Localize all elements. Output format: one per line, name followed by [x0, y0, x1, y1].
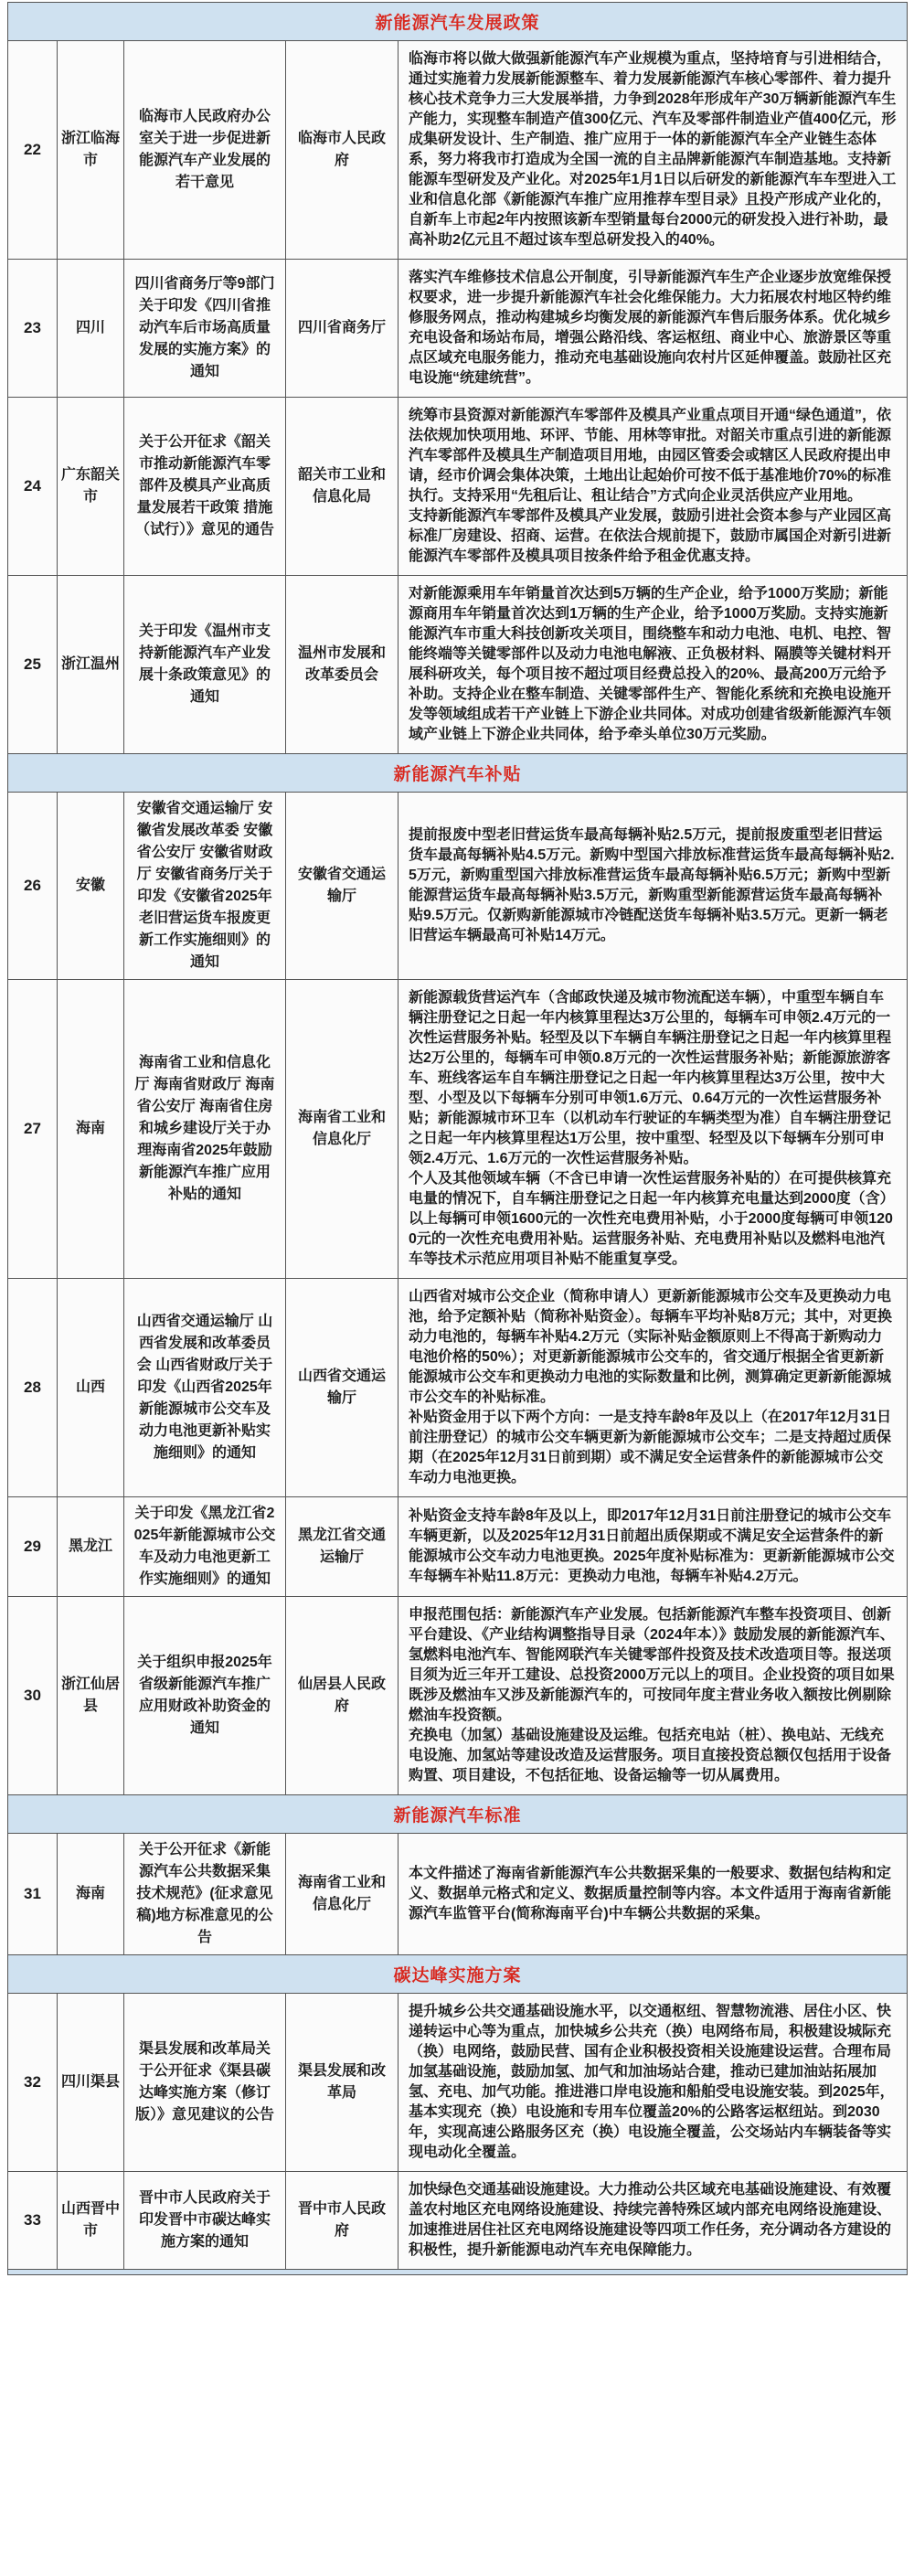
row-number: 22: [8, 41, 58, 260]
row-document-title: 关于公开征求《新能源汽车公共数据采集技术规范》(征求意见稿)地方标准意见的公告: [124, 1834, 286, 1955]
policy-table-page: [7, 2, 908, 2275]
row-policy-content: [399, 260, 908, 398]
row-policy-content: [399, 1497, 908, 1597]
row-policy-content: [399, 980, 908, 1279]
table-row: [8, 260, 908, 398]
row-number: 27: [8, 980, 58, 1279]
row-number: 28: [8, 1279, 58, 1497]
row-region: 山西: [58, 1279, 124, 1497]
section-header-row: [8, 2270, 908, 2275]
row-document-title: 四川省商务厅等9部门关于印发《四川省推动汽车后市场高质量发展的实施方案》的通知: [124, 260, 286, 398]
row-issuing-authority: 黑龙江省交通运输厅: [286, 1497, 399, 1597]
row-document-title: 临海市人民政府办公室关于进一步促进新能源汽车产业发展的若干意见: [124, 41, 286, 260]
row-region: 安徽: [58, 793, 124, 980]
row-issuing-authority: 安徽省交通运输厅: [286, 793, 399, 980]
table-row: [8, 398, 908, 576]
table-row: [8, 1497, 908, 1597]
row-document-title: 安徽省交通运输厅 安徽省发展改革委 安徽省公安厅 安徽省财政厅 安徽省商务厅关于印发《安徽省2025年老旧营运货车报废更新工作实施细则》的通知: [124, 793, 286, 980]
row-number: 30: [8, 1597, 58, 1795]
policy-paragraph: 补贴资金用于以下两个方向：一是支持车龄8年及以上（在2017年12月31日前注册登记）的城市公交车辆更新为新能源城市公交车；二是支持超过质保期（在2025年12月31日前到期）或不满足安全运营条件的新能源城市公交车动力电池更换。: [409, 1410, 892, 1485]
row-region: 黑龙江: [58, 1497, 124, 1597]
policy-paragraph: 提前报废中型老旧营运货车最高每辆补贴2.5万元，提前报废重型老旧营运货车最高每辆补贴4.5万元。新购中型国六排放标准营运货车最高每辆补贴2.5万元，新购重型国六排放标准营运货车最高每辆补贴6.5万元；新购中型新能源营运货车最高每辆补贴3.5万元，新购重型新能源营运货车最高每辆补贴9.5万元。仅新购新能源城市冷链配送货车每辆补贴3.5万元。更新一辆老旧营运车辆最高可补贴14万元。: [409, 827, 895, 943]
row-issuing-authority: 晋中市人民政府: [286, 2172, 399, 2270]
section-title: 新能源汽车标准: [393, 1806, 522, 1826]
table-row: [8, 1279, 908, 1497]
policy-paragraph: 新能源载货营运汽车（含邮政快递及城市物流配送车辆），中重型车辆自车辆注册登记之日起一年内核算里程达3万公里的，每辆车可申领2.4万元的一次性运营服务补贴。轻型及以下车辆自车辆注册登记之日起一年内核算里程达2万公里的，每辆车可申领0.8万元的一次性运营服务补贴；新能源旅游客车、班线客运车自车辆注册登记之日起一年内核算里程达3万公里，按中大型、小型及以下每辆车分别可申领1.6万元、0.64万元的一次性运营服务补贴；新能源城市环卫车（以机动车行驶证的车辆类型为准）自车辆注册登记之日起一年内核算里程达1万公里，按中重型、轻型及以下每辆车分别可申领2.4万元、1.6万元的一次性运营服务补贴。: [409, 990, 892, 1166]
row-region: 浙江临海市: [58, 41, 124, 260]
policy-paragraph: 申报范围包括：新能源汽车产业发展。包括新能源汽车整车投资项目、创新平台建设、《产业结构调整指导目录（2024年本）》鼓励发展的新能源汽车、氢燃料电池汽车、智能网联汽车关键零部件投资及技术改造项目等。报送项目须为近三年开工建设、总投资2000万元以上的项目。企业投资的项目如果既涉及燃油车又涉及新能源汽车的，可按同年度主营业务收入额按比例剔除燃油车投资额。: [409, 1607, 895, 1723]
table-body: [8, 3, 908, 2275]
section-title: 碳达峰实施方案: [393, 1966, 522, 1985]
table-row: [8, 576, 908, 754]
row-number: 24: [8, 398, 58, 576]
row-number: 31: [8, 1834, 58, 1955]
row-policy-content: [399, 41, 908, 260]
table-row: [8, 41, 908, 260]
policy-table: [7, 2, 908, 2275]
row-number: 33: [8, 2172, 58, 2270]
row-region: 山西晋中市: [58, 2172, 124, 2270]
policy-paragraph: 支持新能源汽车零部件及模具产业发展，鼓励引进社会资本参与产业园区高标准厂房建设、招商、运营。在依法合规前提下，鼓励市属国企对新引进新能源汽车零部件及模具项目按条件给予租金优惠支持。: [409, 508, 892, 564]
policy-paragraph: 补贴资金支持车龄8年及以上，即2017年12月31日前注册登记的城市公交车车辆更新，以及2025年12月31日前超出质保期或不满足安全运营条件的新能源城市公交车动力电池更换。2025年度补贴标准为：更新新能源城市公交车每辆车补贴11.8万元：更换动力电池，每辆车补贴4.2万元。: [409, 1508, 895, 1584]
policy-paragraph: 对新能源乘用车年销量首次达到5万辆的生产企业，给予1000万奖励；新能源商用车年销量首次达到1万辆的生产企业，给予1000万奖励。支持实施新能源汽车市重大科技创新攻关项目，围绕整车和动力电池、电机、电控、智能终端等关键零部件以及动力电池电解液、正负极材料、隔膜等关键材料开展科研攻关，每个项目按不超过项目经费总投入的20%、最高200万元给予补助。支持企业在整车制造、关键零部件生产、智能化系统和充换电设施开发等领域组成若干产业链上下游企业共同体。对成功创建省级新能源汽车领域产业链上下游企业共同体，给予牵头单位30万元奖励。: [409, 586, 892, 742]
row-issuing-authority: 韶关市工业和信息化局: [286, 398, 399, 576]
row-issuing-authority: 渠县发展和改革局: [286, 1994, 399, 2172]
policy-paragraph: 落实汽车维修技术信息公开制度，引导新能源汽车生产企业逐步放宽维保授权要求，进一步提升新能源汽车社会化维保能力。大力拓展农村地区特约维修服务网点，推动构建城乡均衡发展的新能源汽车售后服务体系。优化城乡充电设备和场站布局，增强公路沿线、客运枢纽、商业中心、旅游景区等重点区域充电服务能力，推动充电基础设施向农村片区延伸覆盖。鼓励社区充电设施“统建统营”。: [409, 270, 892, 386]
row-region: 广东韶关市: [58, 398, 124, 576]
row-region: 浙江温州: [58, 576, 124, 754]
policy-paragraph: 本文件描述了海南省新能源汽车公共数据采集的一般要求、数据包结构和定义、数据单元格式和定义、数据质量控制等内容。本文件适用于海南省新能源汽车监管平台(简称海南平台)中车辆公共数据的采集。: [409, 1866, 892, 1921]
row-policy-content: [399, 1994, 908, 2172]
row-issuing-authority: 温州市发展和改革委员会: [286, 576, 399, 754]
row-region: 海南: [58, 980, 124, 1279]
row-document-title: 海南省工业和信息化厅 海南省财政厅 海南省公安厅 海南省住房和城乡建设厅关于办理海南省2025年鼓励新能源汽车推广应用补贴的通知: [124, 980, 286, 1279]
row-document-title: 山西省交通运输厅 山西省发展和改革委员会 山西省财政厅关于印发《山西省2025年新能源城市公交车及动力电池更新补贴实施细则》的通知: [124, 1279, 286, 1497]
policy-paragraph: 加快绿色交通基础设施建设。大力推动公共区域充电基础设施建设、有效覆盖农村地区充电网络设施建设、持续完善特殊区域内部充电网络设施建设、加速推进居住社区充电网络设施建设等四项工作任务，充分调动各方建设的积极性，提升新能源电动汽车充电保障能力。: [409, 2182, 892, 2258]
section-header-row: [8, 1955, 908, 1994]
row-policy-content: [399, 1279, 908, 1497]
table-row: [8, 1597, 908, 1795]
row-region: 四川渠县: [58, 1994, 124, 2172]
row-issuing-authority: 仙居县人民政府: [286, 1597, 399, 1795]
row-issuing-authority: 山西省交通运输厅: [286, 1279, 399, 1497]
row-region: 四川: [58, 260, 124, 398]
table-row: [8, 1994, 908, 2172]
row-document-title: 关于组织申报2025年省级新能源汽车推广应用财政补助资金的通知: [124, 1597, 286, 1795]
policy-paragraph: 提升城乡公共交通基础设施水平，以交通枢纽、智慧物流港、居住小区、快递转运中心等为重点，加快城乡公共充（换）电网络布局，积极建设城际充（换）电网络，鼓励民营、国有企业积极投资相关设施建设运营。合理布局加氢基础设施，鼓励加氢、加气和加油场站合建，推动已建加油站拓展加氢、充电、加气功能。推进港口岸电设施和船舶受电设施安装。到2025年，基本实现充（换）电设施和专用车位覆盖20%的公路客运枢纽站。到2030年，实现高速公路服务区充（换）电设施全覆盖，公交场站内车辆装备等实现电动化全覆盖。: [409, 2004, 895, 2160]
section-header-row: [8, 1795, 908, 1834]
row-region: 海南: [58, 1834, 124, 1955]
row-document-title: 关于印发《黑龙江省2025年新能源城市公交车及动力电池更新工作实施细则》的通知: [124, 1497, 286, 1597]
section-header-row: [8, 3, 908, 41]
row-policy-content: [399, 793, 908, 980]
row-region: 浙江仙居县: [58, 1597, 124, 1795]
policy-paragraph: 临海市将以做大做强新能源汽车产业规模为重点，坚持培育与引进相结合，通过实施着力发展新能源整车、着力发展新能源汽车核心零部件、着力提升核心技术竞争力三大发展举措，力争到2028年形成年产30万辆新能源汽车生产能力，实现整车制造产值300亿元、汽车及零部件制造业产值400亿元，形成集研发设计、生产制造、推广应用于一体的新能源汽车全产业链生态体系，努力将我市打造成为全国一流的自主品牌新能源汽车制造基地。支持新能源车型研发及产业化。对2025年1月1日以后研发的新能源汽车车型进入工业和信息化部《新能源汽车推广应用推荐车型目录》且投产形成产业化的，自新车上市起2年内按照该新车型销量每台2000元的研发投入进行补助，最高补助2亿元且不超过该车型总研发投入的40%。: [409, 51, 897, 248]
row-number: 29: [8, 1497, 58, 1597]
policy-paragraph: 个人及其他领域车辆（不含已申请一次性运营服务补贴的）在可提供核算充电量的情况下，自车辆注册登记之日起一年内核算充电量达到2000度（含）以上每辆可申领1600元的一次性充电费用补贴，小于2000度每辆可申领1200元的一次性充电费用补贴。运营服务补贴、充电费用补贴以及燃料电池汽车等技术示范应用项目补贴不能重复享受。: [409, 1171, 895, 1267]
row-issuing-authority: 临海市人民政府: [286, 41, 399, 260]
row-document-title: 晋中市人民政府关于印发晋中市碳达峰实施方案的通知: [124, 2172, 286, 2270]
section-title: 新能源汽车补贴: [393, 765, 522, 784]
row-number: 23: [8, 260, 58, 398]
policy-paragraph: 充换电（加氢）基础设施建设及运维。包括充电站（桩）、换电站、无线充电设施、加氢站等建设改造及运营服务。项目直接投资总额仅包括用于设备购置、项目建设，不包括征地、设备运输等一切从属费用。: [409, 1728, 892, 1783]
row-number: 32: [8, 1994, 58, 2172]
row-document-title: 关于公开征求《韶关市推动新能源汽车零部件及模具产业高质量发展若干政策 措施（试行）》意见的通告: [124, 398, 286, 576]
table-row: [8, 980, 908, 1279]
row-issuing-authority: 海南省工业和信息化厅: [286, 1834, 399, 1955]
section-header-row: [8, 754, 908, 793]
row-issuing-authority: 海南省工业和信息化厅: [286, 980, 399, 1279]
table-row: [8, 1834, 908, 1955]
policy-paragraph: 山西省对城市公交企业（简称申请人）更新新能源城市公交车及更换动力电池，给予定额补贴（简称补贴资金）。每辆车平均补贴8万元；其中，对更换动力电池的，每辆车补贴4.2万元（实际补贴金额原则上不得高于新购动力电池价格的50%）；对更新新能源城市公交车的，省交通厅根据全省更新新能源城市公交车和更换动力电池的实际数量和比例，测算确定更新新能源城市公交车的补贴标准。: [409, 1289, 892, 1405]
table-row: [8, 2172, 908, 2270]
row-policy-content: [399, 576, 908, 754]
table-row: [8, 793, 908, 980]
row-document-title: 关于印发《温州市支持新能源汽车产业发展十条政策意见》的通知: [124, 576, 286, 754]
row-policy-content: [399, 1834, 908, 1955]
row-number: 26: [8, 793, 58, 980]
row-policy-content: [399, 1597, 908, 1795]
row-policy-content: [399, 398, 908, 576]
row-document-title: 渠县发展和改革局关于公开征求《渠县碳达峰实施方案（修订版）》意见建议的公告: [124, 1994, 286, 2172]
section-title: 新能源汽车发展政策: [375, 14, 540, 33]
row-issuing-authority: 四川省商务厅: [286, 260, 399, 398]
row-policy-content: [399, 2172, 908, 2270]
policy-paragraph: 统筹市县资源对新能源汽车零部件及模具产业重点项目开通“绿色通道”，依法依规加快项用地、环评、节能、用林等审批。对韶关市重点引进的新能源汽车零部件及模具生产制造项目用地，由园区管委会或辖区人民政府提出申请，经市价调会集体决策，土地出让起始价可按不低于基准地价70%的标准执行。支持采用“先租后让、租让结合”方式向企业灵活供应产业用地。: [409, 408, 892, 504]
row-number: 25: [8, 576, 58, 754]
